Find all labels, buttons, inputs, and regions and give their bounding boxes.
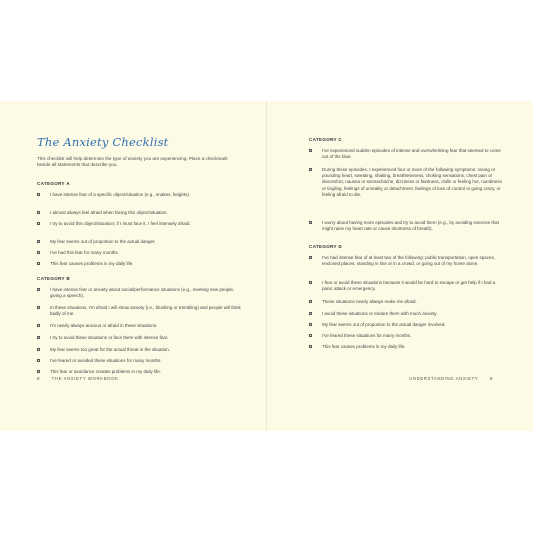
checkbox[interactable] <box>37 370 40 373</box>
checkbox[interactable] <box>37 324 40 327</box>
checkbox[interactable] <box>37 222 40 225</box>
page-title: The Anxiety Checklist <box>37 135 169 149</box>
checkbox[interactable] <box>37 348 40 351</box>
book-spread <box>0 101 533 431</box>
intro-text: This checklist will help determine the type of anxiety you are experiencing. Place a checkmark beside all statements that describe you. <box>37 156 228 168</box>
page-number: 8 <box>37 376 41 381</box>
checkbox[interactable] <box>309 334 312 337</box>
checkbox[interactable] <box>37 262 40 265</box>
right-page: CATEGORY C I've experienced sudden episodes of intense and overwhelming fear that seemed to come out of the blue. During these episodes, I experienced four or more of the following symptoms: racing or pounding heart, sweating, shaking, breathlessness, choking sensations, chest pain or discomfort, nausea or stomachache, dizziness or faintness, chills or feeling hot, numbness or tingling, feelings of unreality or detachment, feelings of loss of control or going crazy, or feeling afraid to die. I worry about having more episodes and try to avoid them (e.g., by avoiding exercise that might raise my heart rate or cause shortness of breath). CATEGORY D I've had intense fear of at least two of the following: public transportation, open spaces, enclosed places, standing in line or in a crowd, or going out of my home alone. I fear or avoid these situations because it would be hard to escape or get help if I had a panic attack or emergency. These situations nearly always make me afraid. I avoid these situations or endure them with much anxiety. My fear seems out of proportion to the actual danger involved. I've feared these situations for many months. This fear causes problems in my daily life. UNDERSTANDING ANXIETY 9 <box>309 137 502 381</box>
checkbox[interactable] <box>37 306 40 309</box>
checkbox[interactable] <box>37 288 40 291</box>
running-head: UNDERSTANDING ANXIETY <box>409 376 479 381</box>
category-a-heading: CATEGORY A <box>37 181 70 186</box>
checkbox[interactable] <box>309 256 312 259</box>
checkbox[interactable] <box>37 193 40 196</box>
checkbox[interactable] <box>309 323 312 326</box>
checkbox[interactable] <box>309 221 312 224</box>
right-footer <box>409 376 493 381</box>
checkbox[interactable] <box>309 312 312 315</box>
page-number: 9 <box>489 376 493 381</box>
checkbox[interactable] <box>309 149 312 152</box>
category-d-heading: CATEGORY D <box>309 244 343 249</box>
running-head: THE ANXIETY WORKBOOK <box>51 376 119 381</box>
checkbox[interactable] <box>37 251 40 254</box>
checkbox[interactable] <box>309 168 312 171</box>
checkbox[interactable] <box>37 336 40 339</box>
checkbox[interactable] <box>37 211 40 214</box>
left-footer <box>37 376 119 381</box>
category-b-heading: CATEGORY B <box>37 276 71 281</box>
checkbox[interactable] <box>37 240 40 243</box>
checkbox[interactable] <box>309 345 312 348</box>
left-page: The Anxiety Checklist This checklist will help determine the type of anxiety you are experiencing. Place a checkmark beside all statements that describe you. CATEGORY A I have intense fear of a specific object/situation (e.g., snakes, heights). I almost always feel afraid when facing this object/situation. I try to avoid this object/situation; if I must face it, I feel intensely afraid. My fear seems out of proportion to the actual danger. I've had this fear for many months. This fear causes problems in my daily life. CATEGORY B I have intense fear or anxiety about social/performance situations (e.g., meeting new people, giving a speech). In these situations, I'm afraid I will show anxiety (i.e., blushing or trembling) and people will think badly of me. I'm nearly always anxious or afraid in these situations. I try to avoid these situations or face them with intense fear. My fear seems too great for the actual threat in the situation. I've feared or avoided these situations for many months. This fear or avoidance creates problems in my daily life. 8 THE ANXIETY WORKBOOK <box>37 135 241 381</box>
checkbox[interactable] <box>309 300 312 303</box>
category-c-heading: CATEGORY C <box>309 137 343 142</box>
checkbox[interactable] <box>37 359 40 362</box>
checkbox[interactable] <box>309 281 312 284</box>
